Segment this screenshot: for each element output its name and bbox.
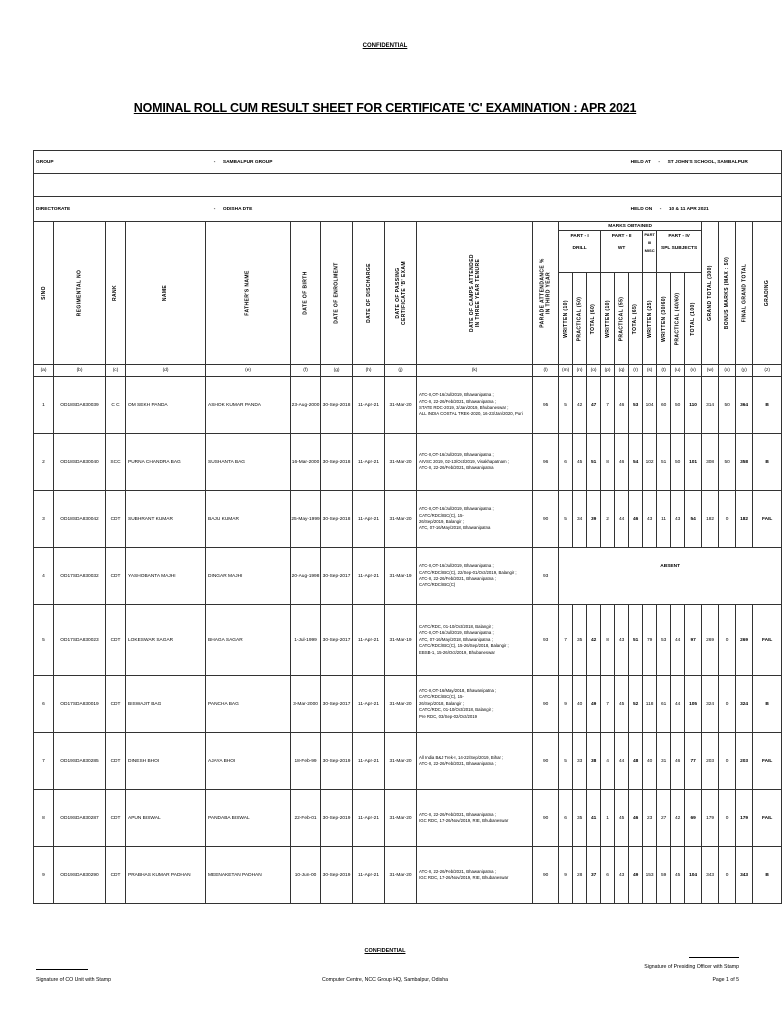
cell-c-u: 44	[671, 676, 685, 733]
cell-c-m: 6	[559, 790, 573, 847]
cell-sno: 9	[34, 847, 54, 904]
hdr-practical4060: PRACTICAL (40/60)	[671, 273, 685, 365]
cell-attendance: 90	[533, 676, 559, 733]
cell-c-t: 27	[657, 790, 671, 847]
cell-c-v: 104	[685, 847, 702, 904]
cell-c-n: 45	[573, 434, 587, 491]
cell-c-o: 42	[587, 605, 601, 676]
cell-c-y: 343	[736, 847, 753, 904]
cell-father: BAJU KUMAR	[206, 491, 291, 548]
hdr-name: NAME	[126, 222, 206, 365]
cell-c-o: 49	[587, 676, 601, 733]
cell-sno: 2	[34, 434, 54, 491]
cell-camps: All India B&J Trek-I, 14-22/Sep/2019, Bihar ; ATC-II, 22-26/Feb/2021, Bhawanipatna ;	[417, 733, 533, 790]
cell-father: DINGAR MAJHI	[206, 548, 291, 605]
column-letter: (k)	[417, 365, 533, 377]
result-table	[33, 150, 782, 904]
directorate-label: DIRECTORATE	[34, 197, 206, 222]
cell-c-v: 110	[685, 377, 702, 434]
cell-c-x: 0	[719, 733, 736, 790]
hdr-practical50: PRACTICAL (50)	[573, 273, 587, 365]
cell-c-w: 203	[702, 733, 719, 790]
hdr-total100: TOTAL (100)	[685, 273, 702, 365]
cell-c-r: 51	[629, 605, 643, 676]
cell-c-p: 6	[601, 847, 615, 904]
cell-c-m: 5	[559, 377, 573, 434]
cell-father: PANDABA BISWAL	[206, 790, 291, 847]
cell-regimental-no: OD17SDA830019	[54, 676, 106, 733]
cell-c-z: B	[753, 377, 782, 434]
cell-doe: 30-Sep-2018	[321, 377, 353, 434]
cell-doe: 30-Sep-2019	[321, 847, 353, 904]
hdr-parade: PARADE ATTENDANCE % IN THIRD YEAR	[533, 222, 559, 365]
column-letter: (m)	[559, 365, 573, 377]
cell-dod: 11-Apr-21	[353, 491, 385, 548]
cell-dod: 11-Apr-21	[353, 790, 385, 847]
confidential-top: CONFIDENTIAL	[362, 43, 408, 49]
cell-c-y: 269	[736, 605, 753, 676]
cell-c-x: 0	[719, 676, 736, 733]
cell-c-o: 51	[587, 434, 601, 491]
hdr-part3: PART III MISC	[643, 231, 657, 273]
cell-c-n: 35	[573, 605, 587, 676]
cell-attendance: 90	[533, 733, 559, 790]
column-letter: (g)	[321, 365, 353, 377]
cell-dob: 1-Jul-1999	[291, 605, 321, 676]
cell-rank: CDT	[106, 847, 126, 904]
cell-dod: 11-Apr-21	[353, 676, 385, 733]
cell-b-exam: 31-Mar-20	[385, 491, 417, 548]
cell-camps: ATC-II, 22-26/Feb/2021, Bhawanipatna ; IGC RDC, 17-26/Nov/2019, RIE, Bhubaneswar	[417, 847, 533, 904]
cell-name: PRABHAS KUMAR PADHAN	[126, 847, 206, 904]
column-letter: (l)	[533, 365, 559, 377]
cell-c-v: 69	[685, 790, 702, 847]
cell-name: YASHOBANTA MAJHI	[126, 548, 206, 605]
cell-c-t: 11	[657, 491, 671, 548]
cell-c-w: 182	[702, 491, 719, 548]
cell-c-x: 0	[719, 790, 736, 847]
hdr-camps: DATE OF CAMPS ATTENDED IN THREE YEAR TENURE	[417, 222, 533, 365]
cell-b-exam: 31-Mar-20	[385, 676, 417, 733]
cell-c-p: 7	[601, 676, 615, 733]
cell-b-exam: 31-Mar-19	[385, 605, 417, 676]
cell-c-s: 102	[643, 434, 657, 491]
cell-c-v: 97	[685, 605, 702, 676]
column-letter: (e)	[206, 365, 291, 377]
cell-attendance: 93	[533, 548, 559, 605]
hdr-written3040: WRITTEN (30/60)	[657, 273, 671, 365]
hdr-part1: PART - I DRILL	[559, 231, 601, 273]
cell-c-m: 7	[559, 605, 573, 676]
cell-c-u: 42	[671, 790, 685, 847]
hdr-total60: TOTAL (60)	[587, 273, 601, 365]
column-letter: (c)	[106, 365, 126, 377]
cell-c-n: 35	[573, 790, 587, 847]
cell-c-w: 308	[702, 434, 719, 491]
cell-name: DINESH BHOI	[126, 733, 206, 790]
cell-father: MEENAKETAN PADHAN	[206, 847, 291, 904]
co-signature-label: Signature of CO Unit with Stamp	[36, 977, 111, 983]
cell-sno: 4	[34, 548, 54, 605]
hdr-grading: GRADING	[753, 222, 782, 365]
table-row	[34, 377, 782, 434]
cell-rank: CDT	[106, 491, 126, 548]
cell-sno: 5	[34, 605, 54, 676]
hdr-final-grand: FINAL GRAND TOTAL	[736, 222, 753, 365]
cell-c-s: 79	[643, 605, 657, 676]
cell-c-s: 153	[643, 847, 657, 904]
cell-c-r: 54	[629, 434, 643, 491]
cell-camps: ATC-II, 22-26/Feb/2021, Bhawanipatna ; IGC RDC, 17-26/Nov/2019, RIE, Bhubaneswar	[417, 790, 533, 847]
cell-c-z: B	[753, 676, 782, 733]
cell-camps: ATC-II,OT-16/Jul/2019, Bhawanipatna ; CATC/RDC/IBC(C), 22/Sep-01/Oct/2019, Balangir ; ATC-II, 22-26/Feb/2021, Bhawanipatna ; CATC/RDC/IBC(C)	[417, 548, 533, 605]
cell-c-u: 45	[671, 847, 685, 904]
cell-absent: ABSENT	[559, 548, 782, 605]
cell-c-u: 44	[671, 605, 685, 676]
cell-c-r: 46	[629, 491, 643, 548]
cell-camps: ATC-II,OT-16/Jul/2019, Bhawanipatna ; AIVSC 2019, 02-13/Oct/2019, Visakhapatnam ; ATC-II, 22-26/Feb/2021, Bhawanipatna	[417, 434, 533, 491]
cell-c-r: 53	[629, 377, 643, 434]
cell-attendance: 90	[533, 790, 559, 847]
cell-name: APUN BISWAL	[126, 790, 206, 847]
hdr-bonus: BONUS MARKS (MAX : 50)	[719, 222, 736, 365]
cell-c-x: 0	[719, 847, 736, 904]
cell-c-t: 60	[657, 377, 671, 434]
cell-c-o: 37	[587, 847, 601, 904]
table-row	[34, 434, 782, 491]
co-signature-line	[36, 969, 88, 970]
cell-father: PANCHA BAG	[206, 676, 291, 733]
cell-father: BHAGA SAGAR	[206, 605, 291, 676]
cell-c-p: 1	[601, 790, 615, 847]
hdr-regimental-no: REGIMENTAL NO	[54, 222, 106, 365]
column-letter: (r)	[629, 365, 643, 377]
cell-doe: 30-Sep-2019	[321, 733, 353, 790]
column-letter: (t)	[657, 365, 671, 377]
cell-c-w: 314	[702, 377, 719, 434]
cell-c-s: 104	[643, 377, 657, 434]
cell-b-exam: 31-Mar-19	[385, 548, 417, 605]
computer-centre: Computer Centre, NCC Group HQ, Sambalpur, Odisha	[322, 977, 448, 983]
cell-c-p: 8	[601, 605, 615, 676]
cell-regimental-no: OD19SDA830290	[54, 847, 106, 904]
column-letter: (p)	[601, 365, 615, 377]
cell-rank: SCC	[106, 434, 126, 491]
cell-doe: 30-Sep-2018	[321, 491, 353, 548]
page-number: Page 1 of 5	[712, 977, 739, 983]
hdr-total65: TOTAL (65)	[629, 273, 643, 365]
cell-camps: ATC-II,OT-16/Jul/2019, Bhawanipatna ; ATC-II, 22-26/Feb/2021, Bhawanipatna ; STATE RDC-2019, 3/Jan/2019, Bhubaneswar ; ALL INDIA COSTAL TREK-2020, 16-23/Jan/2020, Puri	[417, 377, 533, 434]
cell-c-q: 45	[615, 676, 629, 733]
cell-b-exam: 31-Mar-20	[385, 790, 417, 847]
cell-regimental-no: OD19SDA830287	[54, 790, 106, 847]
cell-name: PURNA CHANDRA BAG	[126, 434, 206, 491]
cell-c-t: 61	[657, 676, 671, 733]
cell-b-exam: 31-Mar-20	[385, 733, 417, 790]
cell-father: SUSHANTA BAG	[206, 434, 291, 491]
cell-c-t: 53	[657, 605, 671, 676]
column-letter: (s)	[643, 365, 657, 377]
hdr-part2: PART - II WT	[601, 231, 643, 273]
column-letter: (f)	[291, 365, 321, 377]
cell-b-exam: 31-Mar-20	[385, 847, 417, 904]
cell-c-p: 8	[601, 434, 615, 491]
cell-c-w: 179	[702, 790, 719, 847]
cell-doe: 30-Sep-2017	[321, 548, 353, 605]
cell-c-w: 324	[702, 676, 719, 733]
cell-c-z: B	[753, 434, 782, 491]
cell-c-v: 105	[685, 676, 702, 733]
cell-c-x: 50	[719, 377, 736, 434]
cell-c-t: 59	[657, 847, 671, 904]
directorate-value: - ODISHA DTE	[206, 197, 533, 222]
cell-c-x: 0	[719, 605, 736, 676]
cell-c-u: 50	[671, 434, 685, 491]
table-row	[34, 733, 782, 790]
cell-c-p: 4	[601, 733, 615, 790]
table-row	[34, 676, 782, 733]
cell-c-x: 50	[719, 434, 736, 491]
cell-regimental-no: OD18SDA830042	[54, 491, 106, 548]
hdr-part4: PART - IV SPL SUBJECTS	[657, 231, 702, 273]
confidential-bottom: CONFIDENTIAL	[364, 948, 406, 954]
cell-b-exam: 31-Mar-20	[385, 434, 417, 491]
column-letter: (d)	[126, 365, 206, 377]
cell-doe: 30-Sep-2018	[321, 434, 353, 491]
cell-c-n: 34	[573, 491, 587, 548]
column-letter: (x)	[719, 365, 736, 377]
cell-c-q: 43	[615, 847, 629, 904]
cell-c-r: 48	[629, 733, 643, 790]
cell-c-o: 47	[587, 377, 601, 434]
column-letter: (w)	[702, 365, 719, 377]
cell-c-y: 203	[736, 733, 753, 790]
cell-c-q: 44	[615, 491, 629, 548]
cell-dod: 11-Apr-21	[353, 434, 385, 491]
cell-doe: 30-Sep-2019	[321, 790, 353, 847]
cell-c-r: 52	[629, 676, 643, 733]
hdr-sno: S/NO	[34, 222, 54, 365]
cell-camps: ATC-II,OT-16/Jul/2019, Bhawanipatna ; CATC/RDC/IBC(C), 15- 26/Sep/2019, Balangir ; ATC, 07-16/May/2018, Bhawanipatna	[417, 491, 533, 548]
cell-rank: CDT	[106, 548, 126, 605]
cell-c-v: 77	[685, 733, 702, 790]
cell-sno: 8	[34, 790, 54, 847]
cell-attendance: 90	[533, 847, 559, 904]
cell-c-q: 46	[615, 434, 629, 491]
cell-attendance: 95	[533, 377, 559, 434]
cell-dob: 10-Jun-00	[291, 847, 321, 904]
hdr-fathers-name: FATHER'S NAME	[206, 222, 291, 365]
cell-c-u: 50	[671, 377, 685, 434]
column-letter: (z)	[753, 365, 782, 377]
cell-doe: 30-Sep-2017	[321, 676, 353, 733]
cell-name: LOKESWAR SAGAR	[126, 605, 206, 676]
cell-c-z: FAIL	[753, 605, 782, 676]
cell-c-p: 7	[601, 377, 615, 434]
po-signature-label: Signature of Presiding Officer with Stamp	[644, 964, 739, 970]
column-letter: (q)	[615, 365, 629, 377]
cell-c-n: 33	[573, 733, 587, 790]
cell-doe: 30-Sep-2017	[321, 605, 353, 676]
cell-c-u: 46	[671, 733, 685, 790]
hdr-marks-obtained: MARKS OBTAINED	[559, 222, 702, 231]
cell-c-z: B	[753, 847, 782, 904]
cell-c-z: FAIL	[753, 491, 782, 548]
cell-b-exam: 31-Mar-20	[385, 377, 417, 434]
cell-c-v: 54	[685, 491, 702, 548]
cell-c-t: 51	[657, 434, 671, 491]
cell-dob: 25-May-1999	[291, 491, 321, 548]
cell-c-x: 0	[719, 491, 736, 548]
column-letter: (u)	[671, 365, 685, 377]
cell-c-n: 42	[573, 377, 587, 434]
hdr-dob: DATE OF BIRTH	[291, 222, 321, 365]
cell-c-y: 182	[736, 491, 753, 548]
cell-regimental-no: OD18SDA830040	[54, 434, 106, 491]
page-title: NOMINAL ROLL CUM RESULT SHEET FOR CERTIFICATE 'C' EXAMINATION : APR 2021	[133, 101, 637, 115]
cell-father: AJAYA BHOI	[206, 733, 291, 790]
cell-name: SUBHRANT KUMAR	[126, 491, 206, 548]
group-value: - SAMBALPUR GROUP	[206, 151, 533, 174]
cell-dod: 11-Apr-21	[353, 377, 385, 434]
cell-c-q: 43	[615, 605, 629, 676]
cell-dod: 11-Apr-21	[353, 847, 385, 904]
cell-c-p: 2	[601, 491, 615, 548]
cell-c-s: 23	[643, 790, 657, 847]
cell-dob: 16-Mar-2000	[291, 434, 321, 491]
hdr-doe: DATE OF ENROLMENT	[321, 222, 353, 365]
table-row	[34, 548, 782, 605]
cell-regimental-no: OD19SDA830285	[54, 733, 106, 790]
cell-c-w: 343	[702, 847, 719, 904]
cell-c-m: 9	[559, 676, 573, 733]
hdr-written25: WRITTEN (25)	[643, 273, 657, 365]
cell-dod: 11-Apr-21	[353, 605, 385, 676]
hdr-dod: DATE OF DISCHARGE	[353, 222, 385, 365]
cell-rank: CDT	[106, 790, 126, 847]
cell-c-o: 41	[587, 790, 601, 847]
cell-attendance: 90	[533, 491, 559, 548]
cell-c-r: 46	[629, 790, 643, 847]
hdr-grand-total: GRAND TOTAL (300)	[702, 222, 719, 365]
hdr-written10: WRITTEN (10)	[559, 273, 573, 365]
cell-camps: CATC/RDC, 01-10/Oct/2018, Balangir ; ATC-II,OT-16/Jul/2019, Bhawanipatna ; ATC, 07-16/May/2018, Bhawanipatna ; CATC/RDC/IBC(C), 15-26/Sep/2018, Balangir ; EBSB-1, 15-26/Oct/2019, Bhubaneswar	[417, 605, 533, 676]
cell-c-s: 118	[643, 676, 657, 733]
cell-dob: 22-Feb-01	[291, 790, 321, 847]
held-at: HELD AT - ST JOHN'S SCHOOL, SAMBALPUR	[629, 151, 782, 174]
cell-dob: 20-Aug-1998	[291, 548, 321, 605]
group-label: GROUP	[34, 151, 206, 174]
cell-rank: C C	[106, 377, 126, 434]
cell-regimental-no: OD17SDA830032	[54, 548, 106, 605]
column-letter: (b)	[54, 365, 106, 377]
cell-c-z: FAIL	[753, 790, 782, 847]
cell-c-z: FAIL	[753, 733, 782, 790]
cell-c-o: 38	[587, 733, 601, 790]
cell-sno: 3	[34, 491, 54, 548]
cell-dob: 23-Aug-2000	[291, 377, 321, 434]
column-letter: (v)	[685, 365, 702, 377]
cell-c-u: 43	[671, 491, 685, 548]
cell-dob: 18-Feb-99	[291, 733, 321, 790]
cell-c-m: 6	[559, 434, 573, 491]
po-signature-line	[689, 957, 739, 958]
column-letter: (a)	[34, 365, 54, 377]
cell-dod: 11-Apr-21	[353, 733, 385, 790]
column-letter: (j)	[385, 365, 417, 377]
cell-c-y: 179	[736, 790, 753, 847]
table-row	[34, 491, 782, 548]
cell-c-y: 364	[736, 377, 753, 434]
cell-rank: CDT	[106, 605, 126, 676]
cell-c-s: 43	[643, 491, 657, 548]
cell-sno: 1	[34, 377, 54, 434]
cell-c-n: 40	[573, 676, 587, 733]
cell-c-m: 5	[559, 733, 573, 790]
cell-c-m: 9	[559, 847, 573, 904]
cell-c-y: 324	[736, 676, 753, 733]
cell-rank: CDT	[106, 733, 126, 790]
cell-sno: 7	[34, 733, 54, 790]
cell-c-n: 28	[573, 847, 587, 904]
cell-c-q: 44	[615, 733, 629, 790]
cell-name: BISWAJIT BAG	[126, 676, 206, 733]
cell-regimental-no: OD18SDA830039	[54, 377, 106, 434]
cell-dob: 3-Mar-2000	[291, 676, 321, 733]
cell-c-t: 31	[657, 733, 671, 790]
cell-c-v: 101	[685, 434, 702, 491]
cell-c-r: 49	[629, 847, 643, 904]
table-row	[34, 605, 782, 676]
cell-c-m: 5	[559, 491, 573, 548]
cell-c-o: 39	[587, 491, 601, 548]
hdr-written10b: WRITTEN (10)	[601, 273, 615, 365]
hdr-practical55: PRACTICAL (55)	[615, 273, 629, 365]
cell-sno: 6	[34, 676, 54, 733]
held-on: HELD ON - 10 & 11 APR 2021	[629, 197, 782, 222]
cell-c-s: 40	[643, 733, 657, 790]
cell-regimental-no: OD17SDA830023	[54, 605, 106, 676]
table-row	[34, 790, 782, 847]
cell-c-w: 269	[702, 605, 719, 676]
cell-c-y: 358	[736, 434, 753, 491]
cell-rank: CDT	[106, 676, 126, 733]
column-letter: (y)	[736, 365, 753, 377]
table-row	[34, 847, 782, 904]
column-letter: (n)	[573, 365, 587, 377]
cell-camps: ATC-II,OT-16/May/2018, Bhawanipatna ; CATC/RDC/IBC(C), 15- 26/Sep/2018, Balangir ; CATC/RDC, 01-10/Oct/2018, Balangir ; Pre RDC, 03/Sep-02/Oct/2019	[417, 676, 533, 733]
cell-dod: 11-Apr-21	[353, 548, 385, 605]
cell-name: OM SEKH PANDA	[126, 377, 206, 434]
cell-attendance: 93	[533, 605, 559, 676]
cell-father: ASHOK KUMAR PANDA	[206, 377, 291, 434]
cell-c-q: 46	[615, 377, 629, 434]
hdr-b-exam: DATE OF PASSING CERTIFICATE 'B' EXAM	[385, 222, 417, 365]
column-letter: (h)	[353, 365, 385, 377]
cell-c-q: 45	[615, 790, 629, 847]
column-letter: (o)	[587, 365, 601, 377]
cell-attendance: 96	[533, 434, 559, 491]
hdr-rank: RANK	[106, 222, 126, 365]
